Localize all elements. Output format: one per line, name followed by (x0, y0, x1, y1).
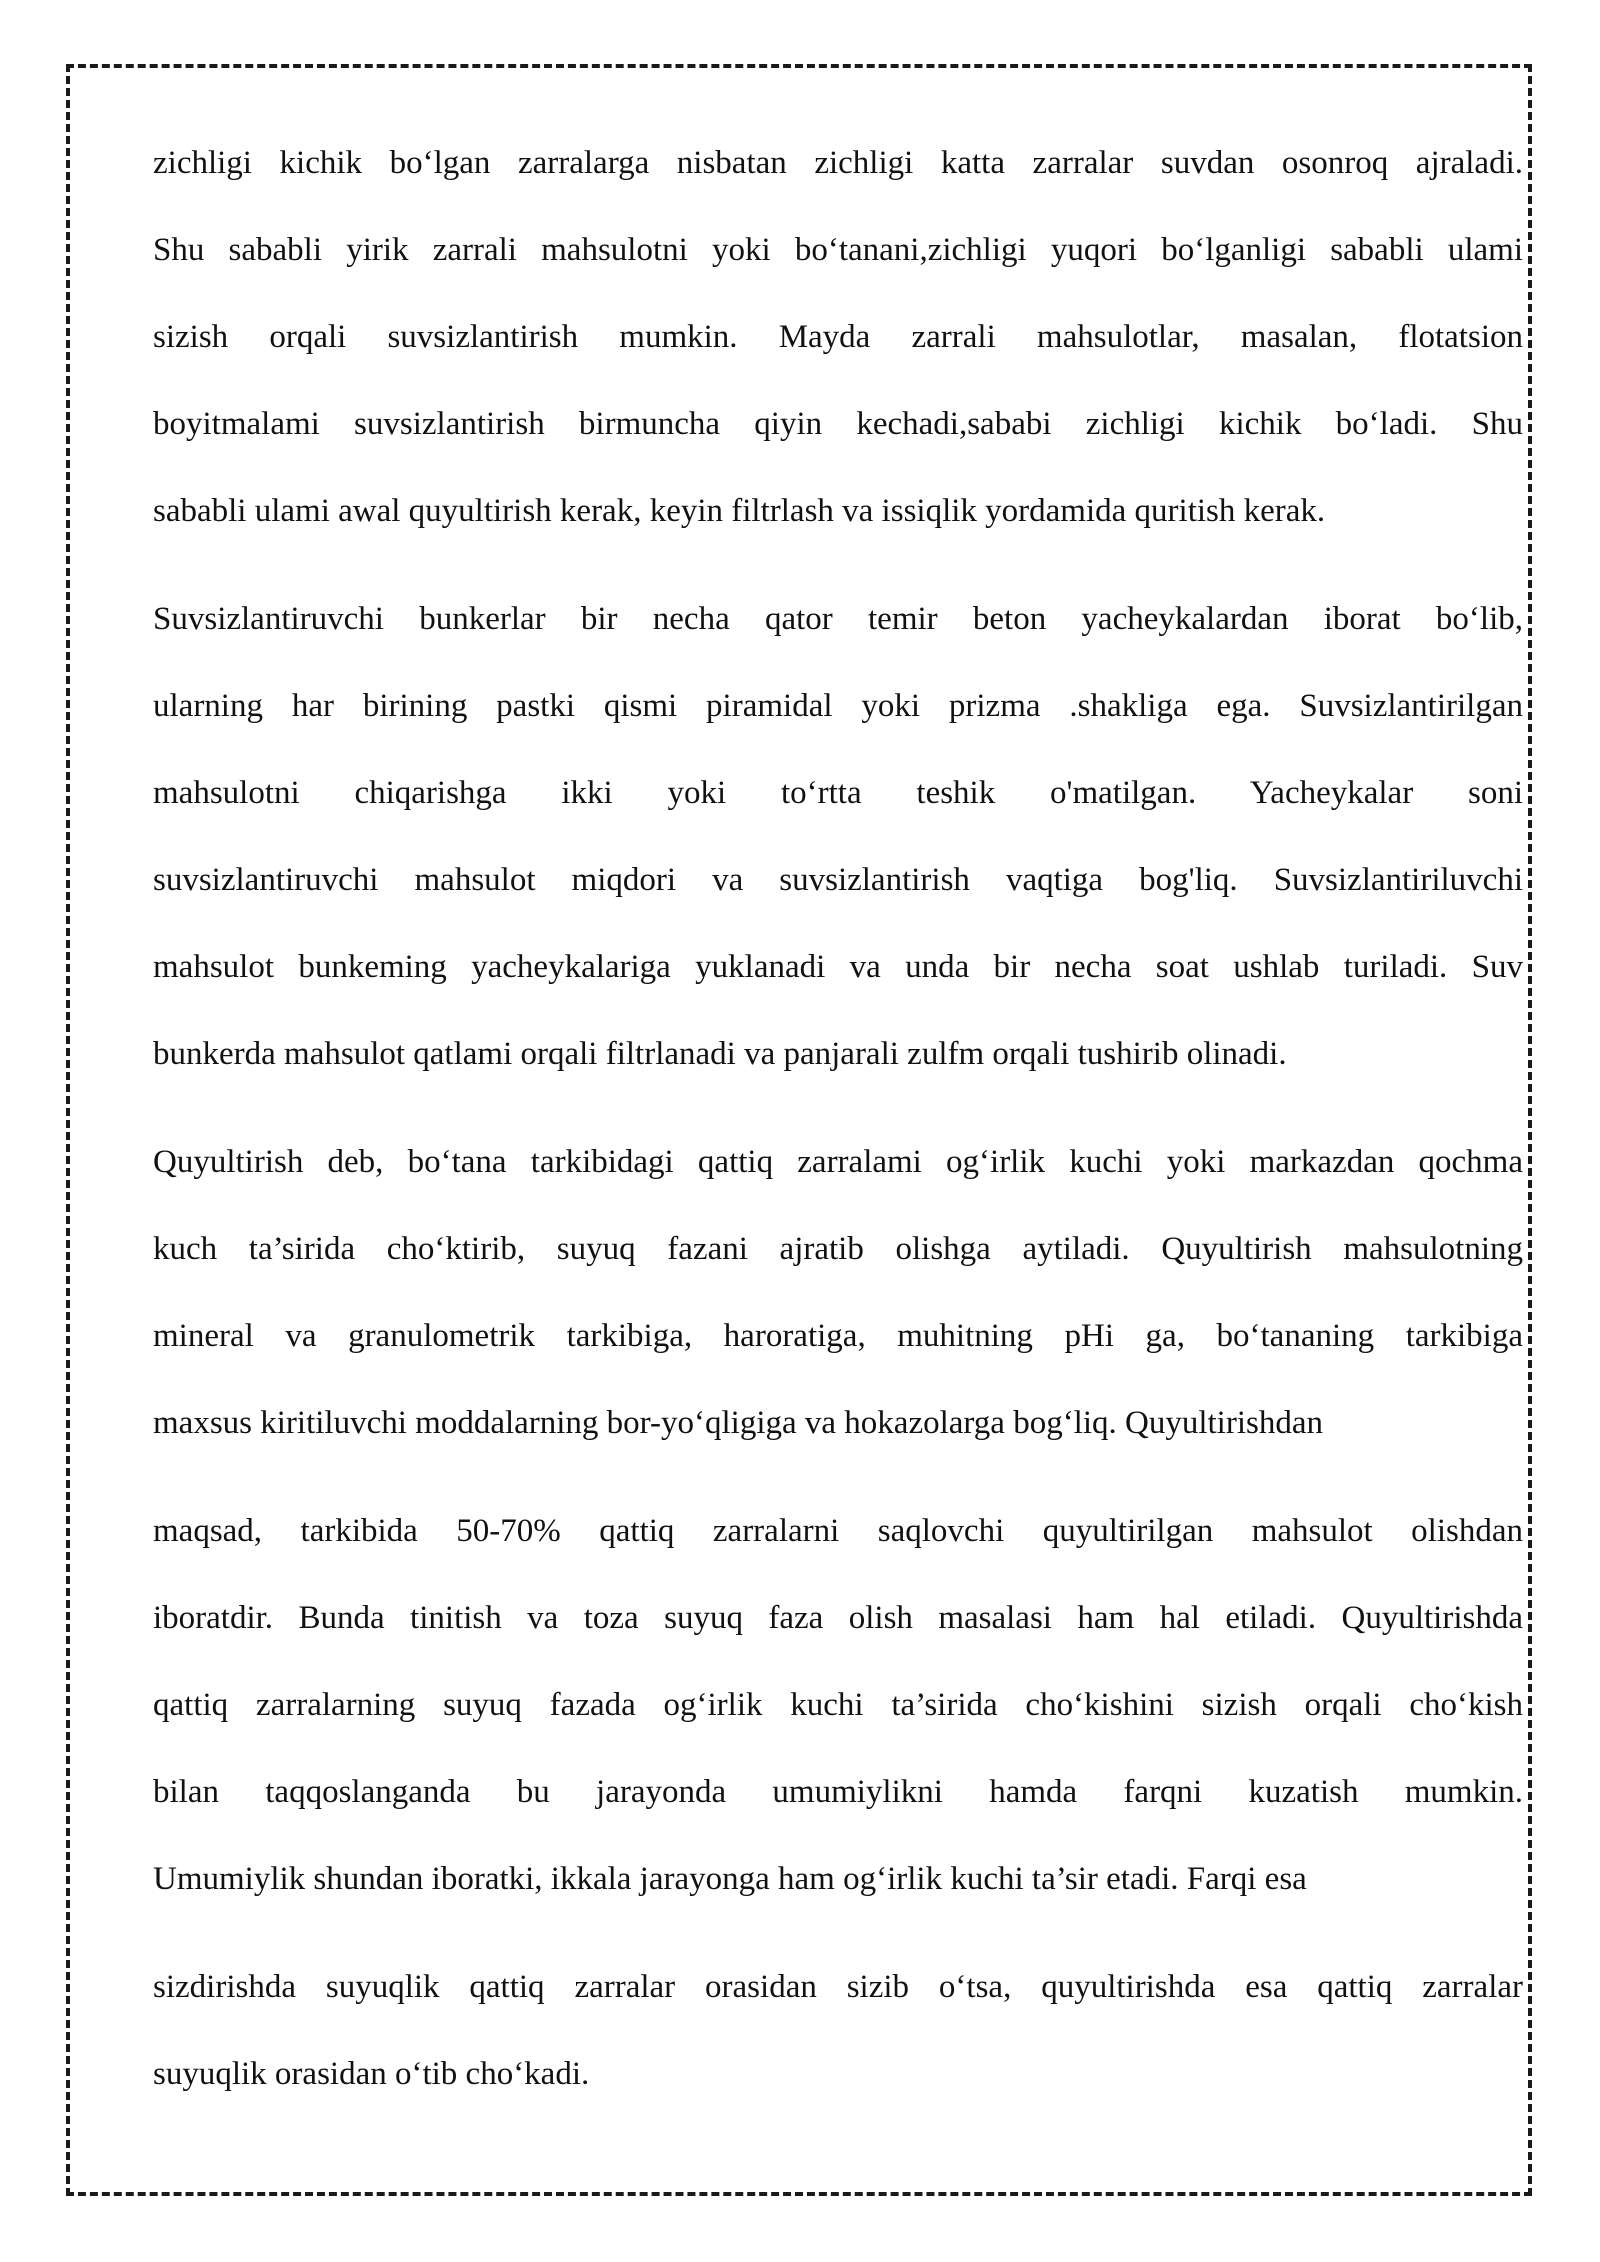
paragraph-2 (153, 594, 1523, 1079)
paragraph-4 (153, 1506, 1523, 1904)
text-line: zichligi kichik bo‘lgan zarralarga nisbatan zichligi katta zarralar suvdan osonroq ajraladi. (153, 145, 1523, 181)
text-line: mineral va granulometrik tarkibiga, haroratiga, muhitning pHi ga, bo‘tananing tarkibiga (153, 1318, 1523, 1354)
paragraph-1 (153, 138, 1523, 536)
text-line: Quyultirish deb, bo‘tana tarkibidagi qattiq zarralami og‘irlik kuchi yoki markazdan qochma (153, 1144, 1523, 1180)
text-line: boyitmalami suvsizlantirish birmuncha qiyin kechadi,sababi zichligi kichik bo‘ladi. Shu (153, 406, 1523, 442)
text-line: suyuqlik orasidan o‘tib cho‘kadi. (153, 2056, 590, 2092)
text-line: sizdirishda suyuqlik qattiq zarralar orasidan sizib o‘tsa, quyultirishda esa qattiq zarralar (153, 1969, 1523, 2005)
text-line: sababli ulami awal quyultirish kerak, keyin filtrlash va issiqlik yordamida quritish kerak. (153, 493, 1326, 529)
text-line: suvsizlantiruvchi mahsulot miqdori va suvsizlantirish vaqtiga bog'liq. Suvsizlantiriluvchi (153, 862, 1523, 898)
text-line: bunkerda mahsulot qatlami orqali filtrlanadi va panjarali zulfm orqali tushirib olinadi. (153, 1036, 1287, 1072)
text-line: kuch ta’sirida cho‘ktirib, suyuq fazani ajratib olishga aytiladi. Quyultirish mahsulotning (153, 1231, 1523, 1267)
text-line: Suvsizlantiruvchi bunkerlar bir necha qator temir beton yacheykalardan iborat bo‘lib, (153, 601, 1523, 637)
paragraph-3 (153, 1137, 1523, 1448)
text-line: sizish orqali suvsizlantirish mumkin. Mayda zarrali mahsulotlar, masalan, flotatsion (153, 319, 1523, 355)
text-line: Umumiylik shundan iboratki, ikkala jarayonga ham og‘irlik kuchi ta’sir etadi. Farqi esa (153, 1861, 1307, 1897)
text-line: mahsulot bunkeming yacheykalariga yuklanadi va unda bir necha soat ushlab turiladi. Suv (153, 949, 1523, 985)
text-line: iboratdir. Bunda tinitish va toza suyuq faza olish masalasi ham hal etiladi. Quyultirishda (153, 1600, 1523, 1636)
text-line: bilan taqqoslanganda bu jarayonda umumiylikni hamda farqni kuzatish mumkin. (153, 1774, 1523, 1810)
text-line: qattiq zarralarning suyuq fazada og‘irlik kuchi ta’sirida cho‘kishini sizish orqali cho‘kish (153, 1687, 1523, 1723)
text-line: Shu sababli yirik zarrali mahsulotni yoki bo‘tanani,zichligi yuqori bo‘lganligi sababli ulami (153, 232, 1523, 268)
text-line: ularning har birining pastki qismi piramidal yoki prizma .shakliga ega. Suvsizlantirilgan (153, 688, 1523, 724)
text-line: mahsulotni chiqarishga ikki yoki to‘rtta teshik o'matilgan. Yacheykalar soni (153, 775, 1523, 811)
text-line: maxsus kiritiluvchi moddalarning bor-yo‘qligiga va hokazolarga bog‘liq. Quyultirishdan (153, 1405, 1324, 1441)
document-body (153, 138, 1523, 2136)
paragraph-5 (153, 1962, 1523, 2099)
text-line: maqsad, tarkibida 50-70% qattiq zarralarni saqlovchi quyultirilgan mahsulot olishdan (153, 1513, 1523, 1549)
